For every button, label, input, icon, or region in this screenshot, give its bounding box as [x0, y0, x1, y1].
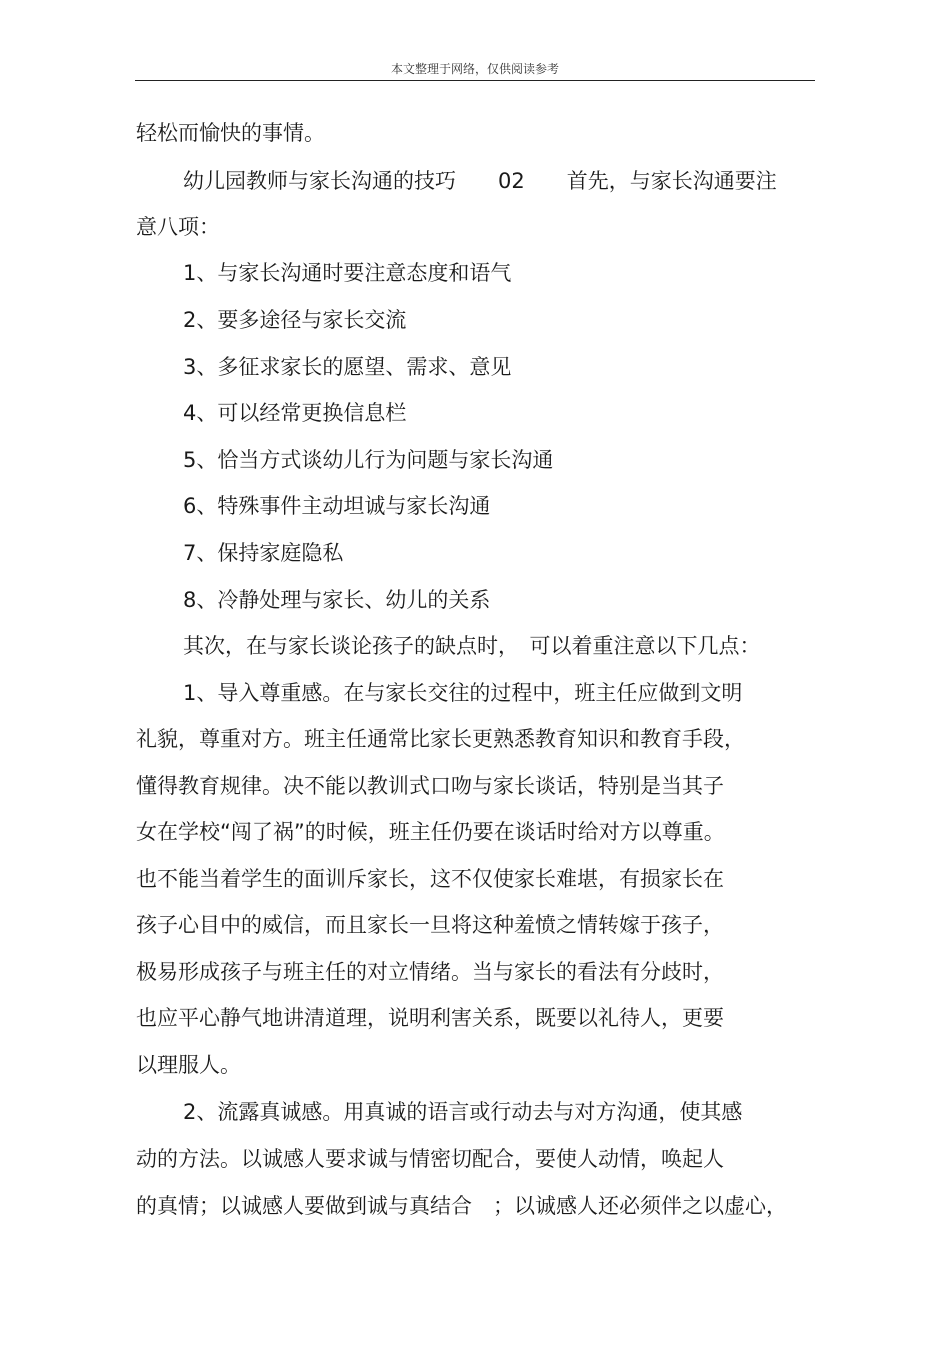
- text-line: 也不能当着学生的面训斥家长，这不仅使家长难堪，有损家长在: [136, 867, 724, 891]
- text-line: 女在学校“闯了祸”的时候，班主任仍要在谈话时给对方以尊重。: [136, 820, 725, 844]
- header-divider: [135, 80, 815, 81]
- text-line: 意八项：: [136, 215, 220, 239]
- text-line: 其次，在与家长谈论孩子的缺点时， 可以着重注意以下几点：: [183, 634, 761, 658]
- text-line: 轻松而愉快的事情。: [136, 121, 325, 145]
- list-item: 5、恰当方式谈幼儿行为问题与家长沟通: [183, 448, 554, 472]
- list-item: 2、要多途径与家长交流: [183, 308, 407, 332]
- list-item: 8、冷静处理与家长、幼儿的关系: [183, 588, 491, 612]
- text-line: 幼儿园教师与家长沟通的技巧 02 首先，与家长沟通要注: [183, 169, 777, 193]
- page-header: 本文整理于网络，仅供阅读参考: [390, 62, 559, 76]
- text-line: 礼貌，尊重对方。班主任通常比家长更熟悉教育知识和教育手段，: [136, 727, 745, 751]
- text-line: 以理服人。: [136, 1053, 241, 1077]
- list-item: 4、可以经常更换信息栏: [183, 401, 407, 425]
- text-line: 动的方法。以诚感人要求诚与情密切配合，要使人动情，唤起人: [136, 1147, 724, 1171]
- text-line: 也应平心静气地讲清道理，说明利害关系，既要以礼待人，更要: [136, 1006, 724, 1030]
- list-item: 3、多征求家长的愿望、需求、意见: [183, 355, 512, 379]
- text-line: 2、流露真诚感。用真诚的语言或行动去与对方沟通，使其感: [183, 1100, 743, 1124]
- text-line: 极易形成孩子与班主任的对立情绪。当与家长的看法有分歧时，: [136, 960, 724, 984]
- text-line: 1、导入尊重感。在与家长交往的过程中，班主任应做到文明: [183, 681, 743, 705]
- list-item: 6、特殊事件主动坦诚与家长沟通: [183, 494, 491, 518]
- list-item: 1、与家长沟通时要注意态度和语气: [183, 261, 512, 285]
- text-line: 的真情；以诚感人要做到诚与真结合 ；以诚感人还必须伴之以虚心，: [136, 1194, 787, 1218]
- list-item: 7、保持家庭隐私: [183, 541, 344, 565]
- text-line: 孩子心目中的威信，而且家长一旦将这种羞愤之情转嫁于孩子，: [136, 913, 724, 937]
- text-line: 懂得教育规律。决不能以教训式口吻与家长谈话，特别是当其子: [136, 774, 724, 798]
